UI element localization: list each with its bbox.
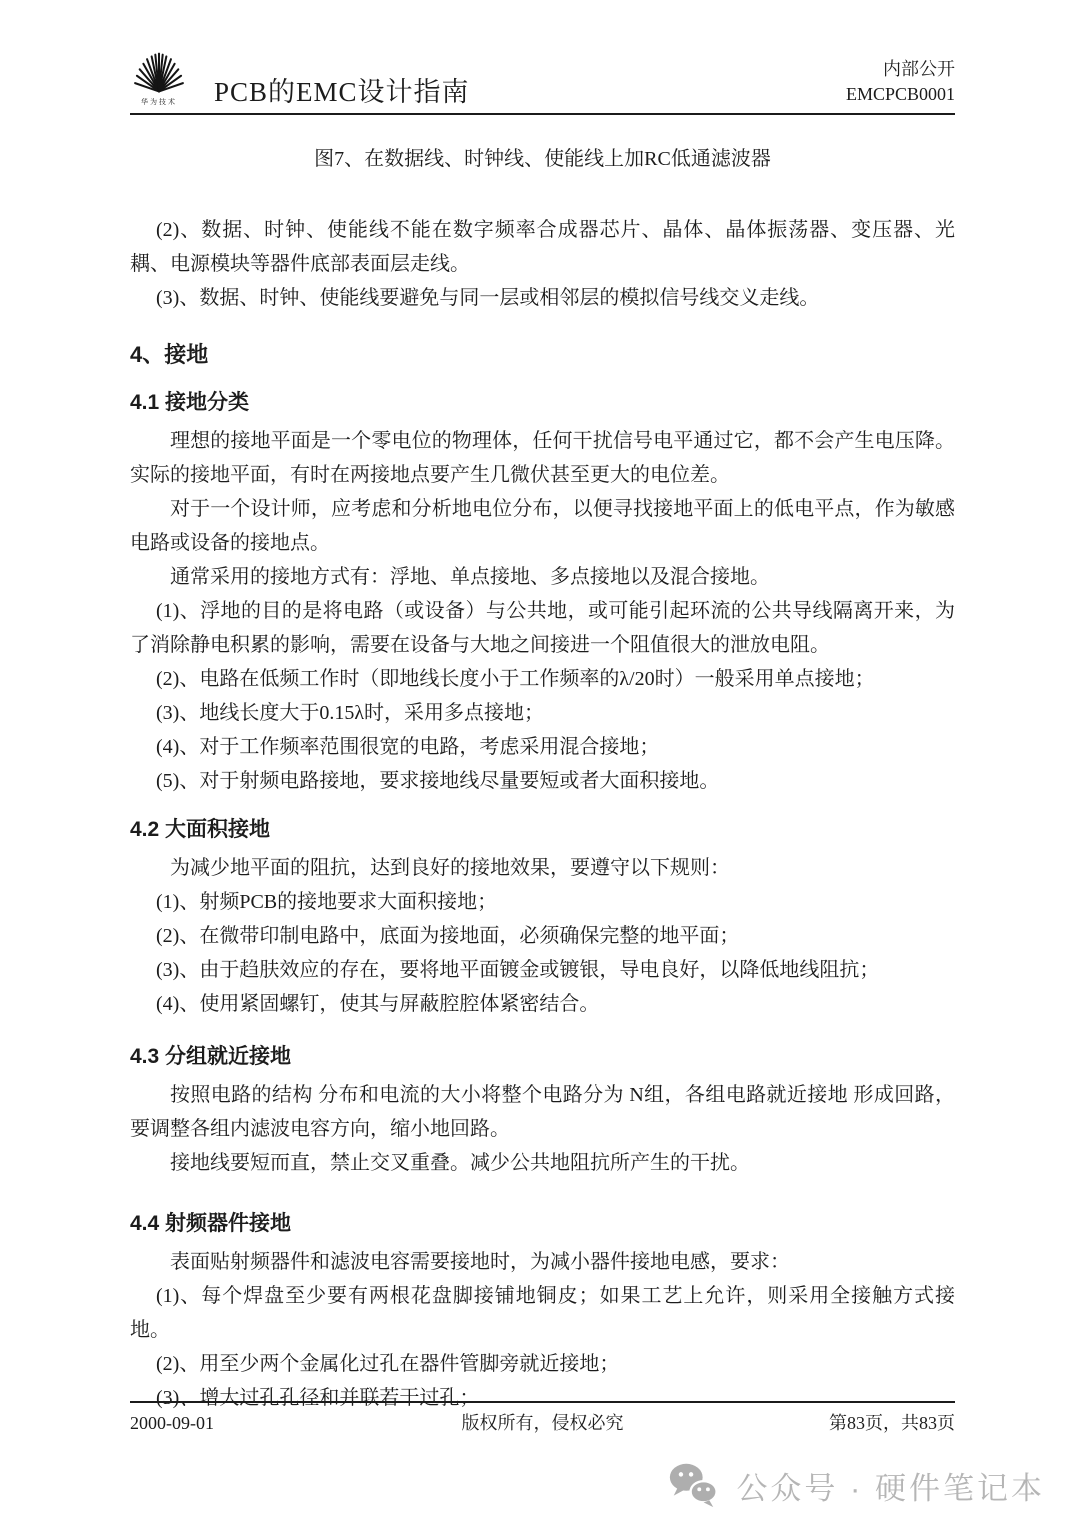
- intro-item-2: (2)、数据、时钟、使能线不能在数字频率合成器芯片、晶体、晶体振荡器、变压器、光耦、电源模块等器件底部表面层走线。: [130, 219, 955, 275]
- s44-item-3: (3)、增大过孔孔径和并联若干过孔；: [156, 1387, 480, 1409]
- header-right: [846, 57, 955, 107]
- s41-item-3: (3)、地线长度大于0.15λ时，采用多点接地；: [156, 702, 545, 724]
- s41-item-1: (1)、浮地的目的是将电路（或设备）与公共地，或可能引起环流的公共导线隔离开来，为了消除静电积累的影响，需要在设备与大地之间接进一个阻值很大的泄放电阻。: [130, 600, 955, 656]
- s41-paragraph-1: 理想的接地平面是一个零电位的物理体，任何干扰信号电平通过它，都不会产生电压降。实际的接地平面，有时在两接地点要产生几微伏甚至更大的电位差。: [130, 430, 955, 486]
- s44-paragraph-1: 表面贴射频器件和滤波电容需要接地时，为减小器件接地电感，要求：: [170, 1251, 790, 1273]
- page-footer: [130, 1401, 955, 1435]
- s44-item-1: (1)、每个焊盘至少要有两根花盘脚接铺地铜皮；如果工艺上允许，则采用全接触方式接地。: [130, 1285, 955, 1341]
- s42-item-4: (4)、使用紧固螺钉，使其与屏蔽腔腔体紧密结合。: [156, 993, 600, 1015]
- s42-item-1: (1)、射频PCB的接地要求大面积接地；: [156, 891, 498, 913]
- fan-logo-icon: [131, 50, 187, 96]
- footer-copyright: 版权所有，侵权必究: [461, 1413, 624, 1433]
- intro-list: [130, 213, 955, 315]
- section-4-4-heading: 4.4 射频器件接地: [130, 1212, 292, 1235]
- s41-paragraph-2: 对于一个设计师，应考虑和分析地电位分布，以便寻找接地平面上的低电平点，作为敏感电路或设备的接地点。: [130, 498, 955, 554]
- document-number: EMCPCB0001: [845, 84, 955, 104]
- document-title: PCB的EMC设计指南: [214, 77, 470, 107]
- logo-caption: 华为技术: [141, 98, 177, 106]
- s42-paragraph-1: 为减少地平面的阻抗，达到良好的接地效果，要遵守以下规则：: [170, 857, 730, 879]
- s43-paragraph-2: 接地线要短而直，禁止交叉重叠。减少公共地阻抗所产生的干扰。: [170, 1152, 750, 1174]
- footer-date: 2000-09-01: [130, 1413, 214, 1433]
- s43-paragraph-1: 按照电路的结构 分布和电流的大小将整个电路分为 N组，各组电路就近接地 形成回路，要调整各组内滤波电容方向，缩小地回路。: [130, 1084, 955, 1140]
- watermark-label: 公众号 · 硬件笔记本: [736, 1470, 1045, 1506]
- section-4-1-heading: 4.1 接地分类: [130, 391, 250, 414]
- s42-item-3: (3)、由于趋肤效应的存在，要将地平面镀金或镀银，导电良好，以降低地线阻抗；: [156, 959, 880, 981]
- section-4-3-heading: 4.3 分组就近接地: [130, 1045, 292, 1068]
- footer-page-number: 第83页，共83页: [829, 1413, 955, 1433]
- company-logo: [130, 50, 188, 107]
- section-4-heading: 4、接地: [130, 342, 209, 367]
- classification-label: 内部公开: [883, 59, 955, 79]
- intro-item-3: (3)、数据、时钟、使能线要避免与同一层或相邻层的模拟信号线交义走线。: [156, 287, 820, 309]
- s44-item-2: (2)、用至少两个金属化过孔在器件管脚旁就近接地；: [156, 1353, 620, 1375]
- s41-item-5: (5)、对于射频电路接地，要求接地线尽量要短或者大面积接地。: [156, 770, 720, 792]
- section-4-2-heading: 4.2 大面积接地: [130, 818, 271, 841]
- header-left: [130, 50, 470, 107]
- s41-paragraph-3: 通常采用的接地方式有：浮地、单点接地、多点接地以及混合接地。: [170, 566, 770, 588]
- wechat-icon: [666, 1458, 720, 1512]
- s42-item-2: (2)、在微带印制电路中，底面为接地面，必须确保完整的地平面；: [156, 925, 740, 947]
- s41-item-4: (4)、对于工作频率范围很宽的电路，考虑采用混合接地；: [156, 736, 660, 758]
- s41-item-2: (2)、电路在低频工作时（即地线长度小于工作频率的λ/20时）一般采用单点接地；: [156, 668, 875, 690]
- page-header: [130, 50, 955, 115]
- figure-caption: 图7、在数据线、时钟线、使能线上加RC低通滤波器: [314, 148, 771, 170]
- wechat-watermark: [666, 1458, 1045, 1512]
